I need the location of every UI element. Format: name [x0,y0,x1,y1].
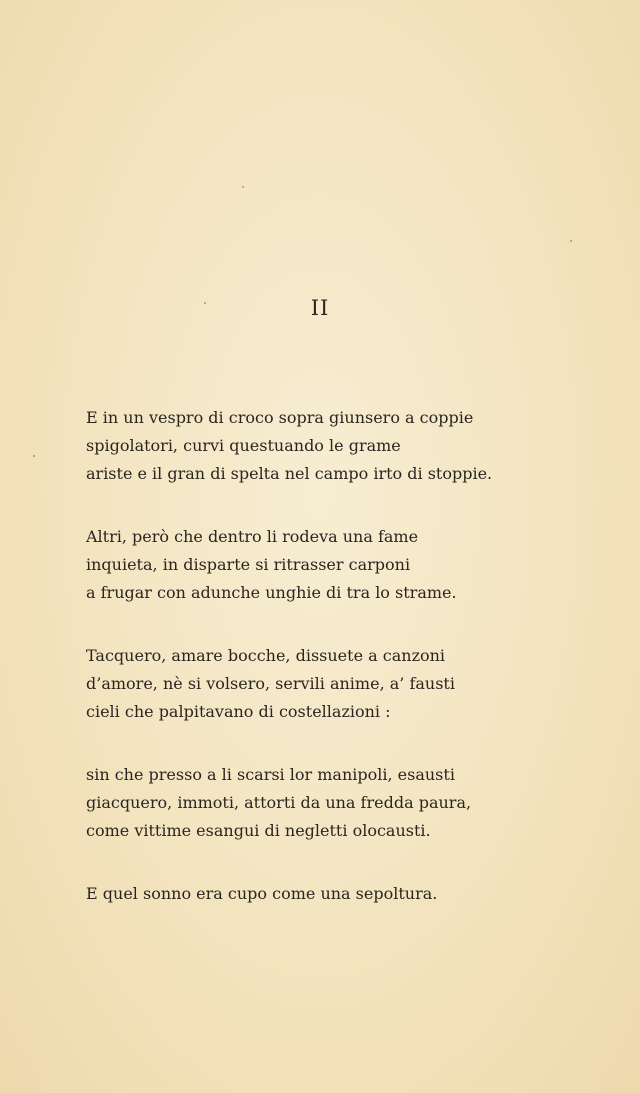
poem-line: a frugar con adunche unghie di tra lo strame. [86,583,457,602]
poem-line: E quel sonno era cupo come una sepoltura. [86,884,438,903]
poem-line: giacquero, immoti, attorti da una fredda paura, [86,793,472,812]
stanza [86,761,626,845]
poem-line: ariste e il gran di spelta nel campo irto di stoppie. [86,464,493,483]
poem-line: E in un vespro di croco sopra giunsero a coppie [86,408,474,427]
poem-line: Altri, però che dentro li rodeva una fame [86,527,419,546]
paper-speck [33,455,35,457]
paper-speck [242,186,244,188]
poem-line: sin che presso a li scarsi lor manipoli, esausti [86,765,455,784]
stanza [86,404,626,488]
poem [86,404,626,908]
poem-line: d’amore, nè si volsero, servili anime, a’ fausti [86,674,455,693]
poem-line: Tacquero, amare bocche, dissuete a canzoni [86,646,446,665]
stanza [86,642,626,726]
poem-line: cieli che palpitavano di costellazioni : [86,702,391,721]
section-heading: II [310,296,330,320]
poem-line: spigolatori, curvi questuando le grame [86,436,401,455]
stanza [86,523,626,607]
paper-speck [570,240,572,242]
poem-line: inquieta, in disparte si ritrasser carponi [86,555,411,574]
poem-line: come vittime esangui di negletti olocausti. [86,821,431,840]
stanza [86,880,626,908]
